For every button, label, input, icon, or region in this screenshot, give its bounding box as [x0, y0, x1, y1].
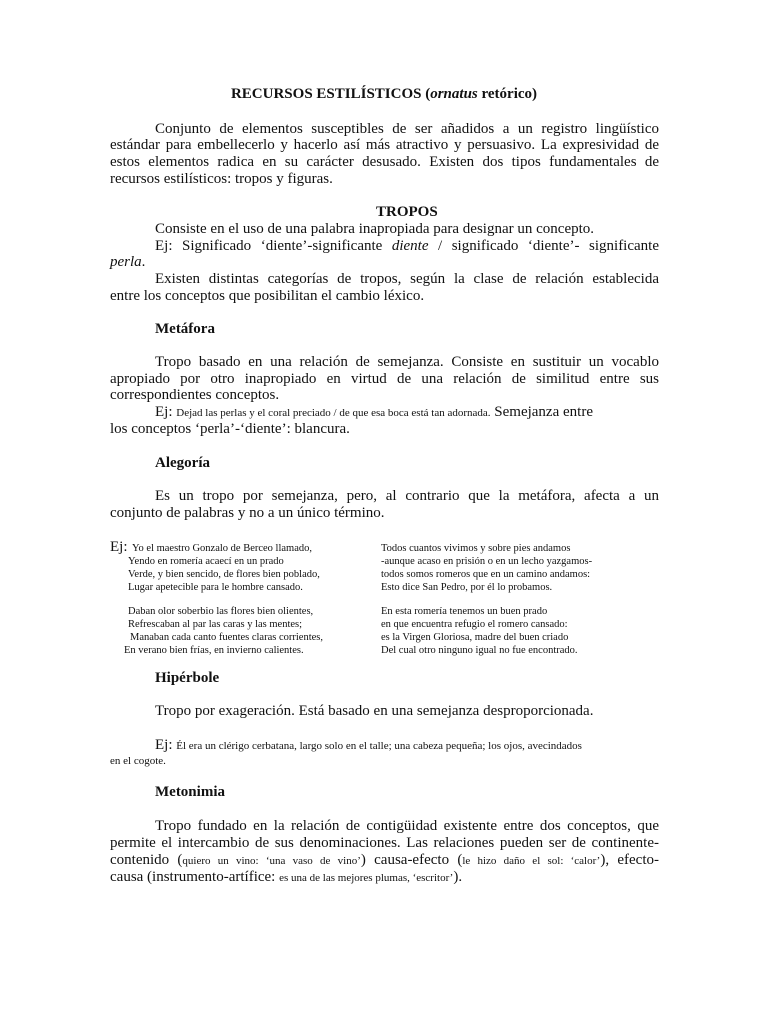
section-heading-hiperbole: Hipérbole	[155, 670, 220, 686]
verse-left-4: Lugar apetecible para le hombre cansado.	[128, 582, 303, 593]
verse-right-9: Del cual otro ninguno igual no fue encontrado.	[381, 645, 578, 656]
metonimia-line-4	[110, 869, 462, 887]
verse-left-1: Yo el maestro Gonzalo de Berceo llamado,	[132, 543, 313, 554]
verse-right-7: en que encuentra refugio el romero cansado:	[381, 619, 568, 630]
verse-right-1: Todos cuantos vivimos y sobre pies andamos	[381, 543, 571, 554]
tropos-example-a: Ej: Significado ‘diente’-significante	[155, 238, 392, 254]
verse-right-6: En esta romería tenemos un buen prado	[381, 606, 548, 617]
metonimia-3d: le hizo daño el sol: ‘calor’	[462, 855, 601, 867]
metafora-example-lead: Ej:	[155, 404, 177, 420]
title-part2: retórico)	[477, 86, 538, 102]
tropos-definition: Consiste en el uso de una palabra inapropiada para designar un concepto.	[155, 221, 595, 237]
alegoria-line-1: Es un tropo por semejanza, pero, al contrario que la metáfora, afecta a un	[155, 488, 659, 504]
metonimia-3c: ) causa-efecto (	[360, 852, 463, 868]
metonimia-4b: es una de las mejores plumas, ‘escritor’	[279, 872, 454, 884]
verse-left-7: Refrescaban al par las caras y las mentes;	[128, 619, 303, 630]
verse-left-9: En verano bien frías, en invierno calientes.	[124, 645, 304, 656]
tropos-example-b: diente	[391, 238, 429, 254]
hiperbole-example-lead: Ej:	[155, 737, 177, 753]
metafora-line-1: Tropo basado en una relación de semejanza. Consiste en sustituir un vocablo	[155, 354, 659, 370]
metafora-example-quote: Dejad las perlas y el coral preciado / de que esa boca está tan adornada.	[176, 407, 491, 419]
document-title	[0, 86, 768, 103]
section-heading-metafora: Metáfora	[155, 321, 215, 337]
section-heading-tropos: TROPOS	[376, 204, 438, 220]
section-heading-alegoria: Alegoría	[155, 455, 210, 471]
metafora-example-line-1	[155, 404, 593, 422]
intro-line-1: Conjunto de elementos susceptibles de ser añadidos a un registro lingüístico	[155, 121, 659, 137]
metonimia-4c: ).	[453, 869, 463, 885]
alegoria-line-2: conjunto de palabras y no a un único término.	[110, 505, 385, 521]
verse-right-4: Esto dice San Pedro, por él lo probamos.	[381, 582, 553, 593]
intro-line-2: estándar para embellecerlo y hacerlo así más atractivo y persuasivo. La expresividad de	[110, 137, 659, 153]
verse-left-3: Verde, y bien sencido, de flores bien poblado,	[128, 569, 320, 580]
hiperbole-example-quote: Él era un clérigo cerbatana, largo solo en el talle; una cabeza pequeña; los ojos, avecindados	[176, 740, 582, 752]
title-italic: ornatus	[430, 86, 478, 102]
metonimia-line-1: Tropo fundado en la relación de contigüidad existente entre dos conceptos, que	[155, 818, 659, 834]
metonimia-3b: quiero un vino: ‘una vaso de vino’	[182, 855, 361, 867]
metonimia-4a: causa (instrumento-artífice:	[110, 869, 280, 885]
tropos-example-line-1	[155, 238, 659, 255]
hiperbole-example-line-2: en el cogote.	[110, 755, 166, 767]
metonimia-line-2: permite el intercambio de sus denominaciones. Las relaciones pueden ser de continente-	[110, 835, 659, 851]
hiperbole-line-1: Tropo por exageración. Está basado en una semejanza desproporcionada.	[155, 703, 594, 719]
verse-left-8: Manaban cada canto fuentes claras corrientes,	[130, 632, 323, 643]
verse-right-3: todos somos romeros que en un camino andamos:	[381, 569, 591, 580]
hiperbole-example-line-1	[155, 737, 582, 755]
tropos-example-c: / significado ‘diente’- significante	[428, 238, 659, 254]
intro-line-3: estos elementos radica en su carácter desusado. Existen dos tipos fundamentales de	[110, 154, 659, 170]
metonimia-3e: ), efecto-	[600, 852, 659, 868]
tropos-example-d: perla	[110, 254, 142, 270]
metonimia-3a: contenido (	[110, 852, 183, 868]
verse-right-2: -aunque acaso en prisión o en un lecho yazgamos-	[381, 556, 593, 567]
tropos-example-line-2	[110, 254, 145, 271]
verse-left-2: Yendo en romería acaecí en un prado	[128, 556, 284, 567]
verse-left-6: Daban olor soberbio las flores bien olientes,	[128, 606, 314, 617]
metafora-line-3: correspondientes conceptos.	[110, 387, 280, 403]
metafora-example-line-2: los conceptos ‘perla’-‘diente’: blancura.	[110, 421, 350, 437]
section-heading-metonimia: Metonimia	[155, 784, 225, 800]
metafora-example-tail: Semejanza entre	[490, 404, 593, 420]
alegoria-example-lead: Ej:	[110, 539, 128, 555]
verse-right-8: es la Virgen Gloriosa, madre del buen criado	[381, 632, 569, 643]
metonimia-line-3	[110, 852, 659, 870]
title-part1: RECURSOS ESTILÍSTICOS (	[230, 86, 431, 102]
metafora-line-2: apropiado por otro inapropiado en virtud de una relación de similitud entre sus	[110, 371, 659, 387]
tropos-categories-line-2: entre los conceptos que posibilitan el cambio léxico.	[110, 288, 425, 304]
tropos-example-e: .	[141, 254, 146, 270]
intro-line-4: recursos estilísticos: tropos y figuras.	[110, 171, 333, 187]
tropos-categories-line-1: Existen distintas categorías de tropos, según la clase de relación establecida	[155, 271, 659, 287]
